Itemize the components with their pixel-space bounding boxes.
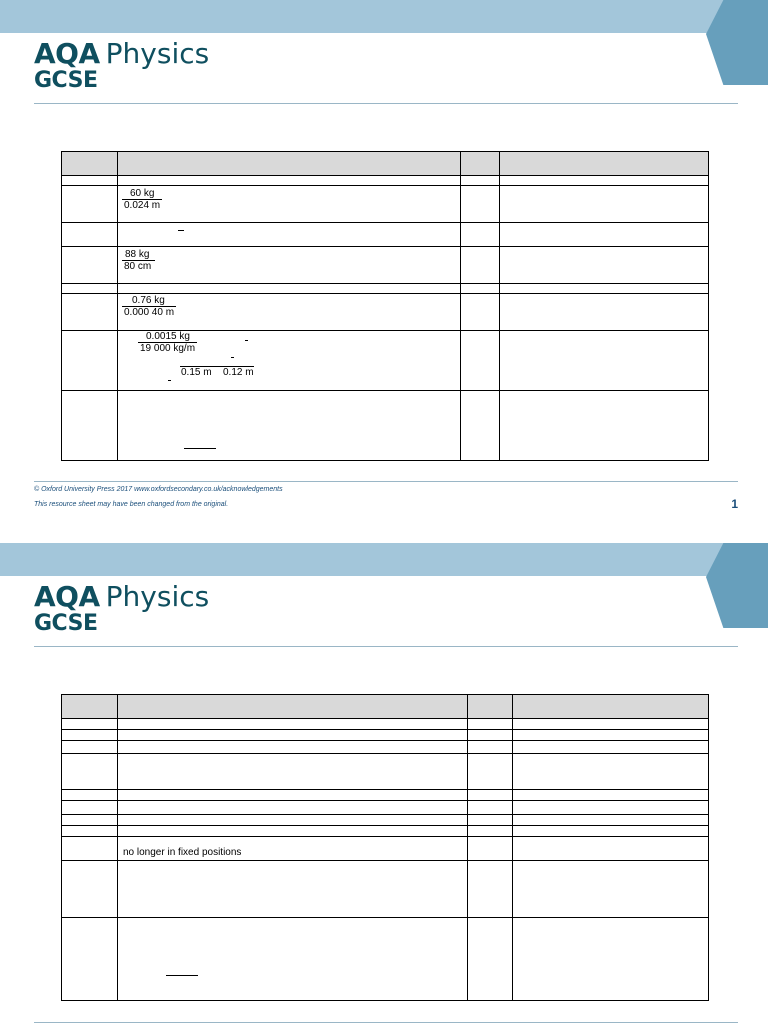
header-cell [118,695,468,719]
table-cell [62,837,118,861]
table-cell [62,861,118,918]
table-cell [513,918,709,1001]
table-cell [118,815,468,826]
table-cell [62,331,118,391]
footer-rule [34,481,738,482]
header-cell [468,695,513,719]
table-cell [468,837,513,861]
table-cell [62,754,118,790]
dash-mark [231,357,234,358]
table-cell [461,331,500,391]
table-cell [513,826,709,837]
logo-subject: Physics [105,580,210,613]
logo-level: GCSE [34,68,98,93]
table-cell [468,730,513,741]
table-cell [513,754,709,790]
table-cell [513,730,709,741]
table-cell [118,719,468,730]
answer-table [61,694,709,1001]
table-cell [468,719,513,730]
table-cell [118,741,468,754]
table-cell [461,247,500,284]
fraction-numerator: 60 kg [122,188,162,200]
answer-cell [118,837,468,861]
table-cell [513,861,709,918]
answer-cell [118,391,461,461]
table-cell [500,247,709,284]
fraction [122,188,162,211]
fraction-denominator: 19 000 kg/m [140,343,196,354]
table-cell [468,826,513,837]
table-cell [62,719,118,730]
table-cell [62,826,118,837]
table-cell [468,861,513,918]
fraction-numerator: 0.0015 kg [138,331,197,343]
table-cell [461,391,500,461]
table-cell [62,223,118,247]
table-cell [468,918,513,1001]
table-cell [118,284,461,294]
header-rule [34,103,738,104]
footer-copyright: © Oxford University Press 2017 www.oxfordsecondary.co.uk/acknowledgements [34,486,283,493]
table-cell [118,826,468,837]
header-cell [118,152,461,176]
page-number: 1 [731,497,738,511]
table-cell [513,719,709,730]
table-cell [461,223,500,247]
underline-mark [184,448,216,449]
table-cell [62,176,118,186]
fraction [122,295,176,318]
table-cell [461,176,500,186]
dash-mark [178,230,184,231]
table-cell [118,790,468,801]
table-cell [500,284,709,294]
table-cell [461,284,500,294]
dash-mark [245,340,248,341]
table-cell [500,176,709,186]
underline-mark [166,975,198,976]
dash-mark [168,380,171,381]
table-cell [118,730,468,741]
table-cell [62,284,118,294]
table-cell [500,294,709,331]
table-cell [461,294,500,331]
table-cell [513,801,709,815]
header-cell [500,152,709,176]
table-cell [62,730,118,741]
table-cell [62,391,118,461]
table-cell [62,186,118,223]
footer-note: This resource sheet may have been changed from the original. [34,501,229,508]
page-2 [0,543,768,1024]
table-cell [62,918,118,1001]
header-rule [34,646,738,647]
answer-cell [118,918,468,1001]
fraction-denominator: 0.000 40 m [124,307,175,318]
table-cell [500,186,709,223]
answer-table [61,151,709,461]
answer-cell [118,223,461,247]
table-cell [62,790,118,801]
footer-rule [34,1022,738,1023]
table-cell [468,790,513,801]
header-cell [461,152,500,176]
length-value: 0.12 m [223,367,254,378]
aqa-physics-logo [34,580,210,636]
table-cell [62,247,118,284]
answer-text: no longer in fixed positions [123,847,242,858]
table-cell [468,754,513,790]
header-band [0,0,768,33]
table-cell [62,801,118,815]
logo-brand: AQA [34,37,100,70]
table-cell [500,331,709,391]
fraction-denominator: 80 cm [124,261,152,272]
table-cell [468,801,513,815]
table-cell [513,815,709,826]
logo-level: GCSE [34,611,98,636]
header-band [0,543,768,576]
table-cell [513,837,709,861]
logo-brand: AQA [34,580,100,613]
answer-cell [118,331,461,391]
table-cell [118,801,468,815]
header-cell [62,695,118,719]
table-cell [468,815,513,826]
header-cell [62,152,118,176]
table-cell [62,294,118,331]
fraction-numerator: 88 kg [122,249,155,261]
fraction-numerator: 0.76 kg [122,295,176,307]
table-cell [62,815,118,826]
fraction [122,249,155,272]
table-cell [513,741,709,754]
table-cell [513,790,709,801]
table-cell [118,754,468,790]
length-value: 0.15 m [181,367,212,378]
table-cell [500,223,709,247]
table-cell [468,741,513,754]
table-cell [118,861,468,918]
table-cell [500,391,709,461]
logo-subject: Physics [105,37,210,70]
answer-cell [118,247,461,284]
fraction [138,331,197,354]
answer-cell [118,186,461,223]
answer-cell [118,294,461,331]
fraction-denominator: 0.024 m [124,200,161,211]
header-cell [513,695,709,719]
table-cell [62,741,118,754]
table-cell [118,176,461,186]
aqa-physics-logo [34,37,210,93]
table-cell [461,186,500,223]
